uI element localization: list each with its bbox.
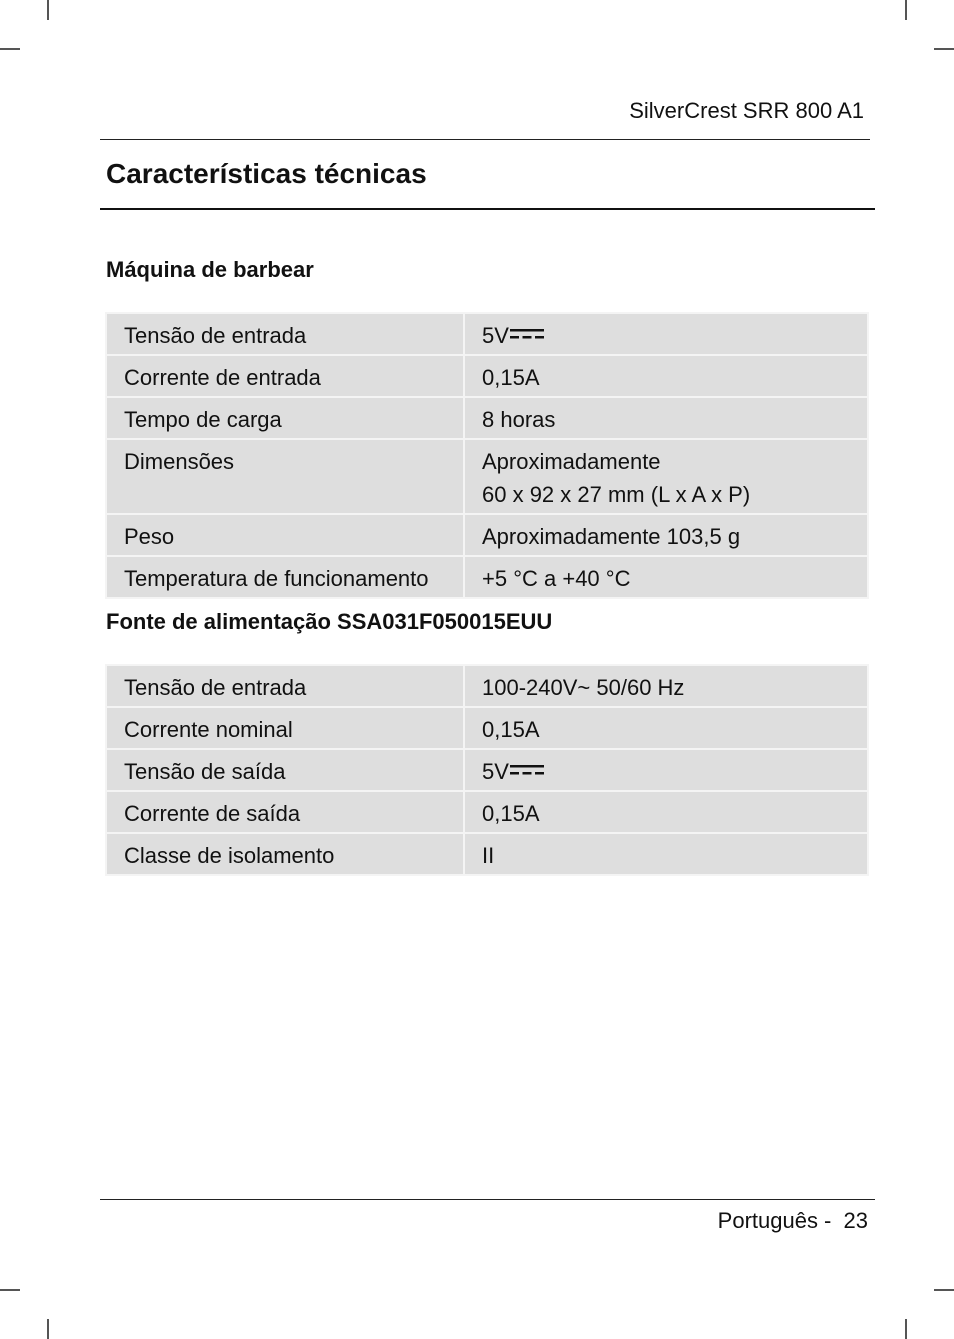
shaver-spec-table (105, 312, 869, 599)
footer-rule (100, 1199, 875, 1200)
power-supply-spec-table (105, 664, 869, 876)
section-heading-shaver: Máquina de barbear (106, 257, 314, 282)
table-row (106, 397, 868, 439)
spec-value: 0,15A (464, 707, 868, 749)
crop-mark (905, 0, 907, 20)
table-row (106, 355, 868, 397)
spec-value: II (464, 833, 868, 875)
page-title: Características técnicas (106, 158, 427, 189)
spec-label: Classe de isolamento (106, 833, 464, 875)
crop-mark (0, 1289, 20, 1291)
running-header: SilverCrest SRR 800 A1 (629, 98, 864, 123)
spec-label: Temperatura de funcionamento (106, 556, 464, 598)
crop-mark (934, 1289, 954, 1291)
page-number: 23 (843, 1208, 868, 1233)
spec-label: Corrente nominal (106, 707, 464, 749)
crop-mark (47, 1319, 49, 1339)
spec-label: Tensão de saída (106, 749, 464, 791)
page-footer (718, 1208, 868, 1234)
title-rule (100, 208, 875, 210)
footer-language: Português - (717, 1208, 832, 1233)
table-row (106, 556, 868, 598)
table-row (106, 833, 868, 875)
table-row (106, 313, 868, 355)
table-row (106, 439, 868, 514)
table-row (106, 514, 868, 556)
table-row (106, 707, 868, 749)
spec-label: Corrente de saída (106, 791, 464, 833)
direct-current-icon (510, 329, 544, 339)
spec-value-line: 60 x 92 x 27 mm (L x A x P) (482, 482, 751, 507)
spec-label: Tensão de entrada (106, 313, 464, 355)
spec-value (464, 313, 868, 355)
table-row (106, 749, 868, 791)
section-heading-power-supply: Fonte de alimentação SSA031F050015EUU (106, 609, 553, 634)
spec-value-text: 5V (482, 759, 509, 784)
spec-value: 0,15A (464, 791, 868, 833)
spec-value: 100-240V~ 50/60 Hz (464, 665, 868, 707)
spec-label: Tempo de carga (106, 397, 464, 439)
spec-value: 8 horas (464, 397, 868, 439)
direct-current-icon (510, 765, 544, 775)
spec-value (464, 749, 868, 791)
crop-mark (905, 1319, 907, 1339)
spec-value-line: Aproximadamente (482, 449, 661, 474)
spec-value: 0,15A (464, 355, 868, 397)
crop-mark (47, 0, 49, 20)
spec-label: Tensão de entrada (106, 665, 464, 707)
spec-value: Aproximadamente 103,5 g (464, 514, 868, 556)
header-rule (100, 139, 870, 140)
crop-mark (0, 48, 20, 50)
spec-label: Corrente de entrada (106, 355, 464, 397)
spec-label: Peso (106, 514, 464, 556)
crop-mark (934, 48, 954, 50)
spec-value (464, 439, 868, 514)
spec-label: Dimensões (106, 439, 464, 514)
spec-value: +5 °C a +40 °C (464, 556, 868, 598)
table-row (106, 665, 868, 707)
table-row (106, 791, 868, 833)
spec-value-text: 5V (482, 323, 509, 348)
